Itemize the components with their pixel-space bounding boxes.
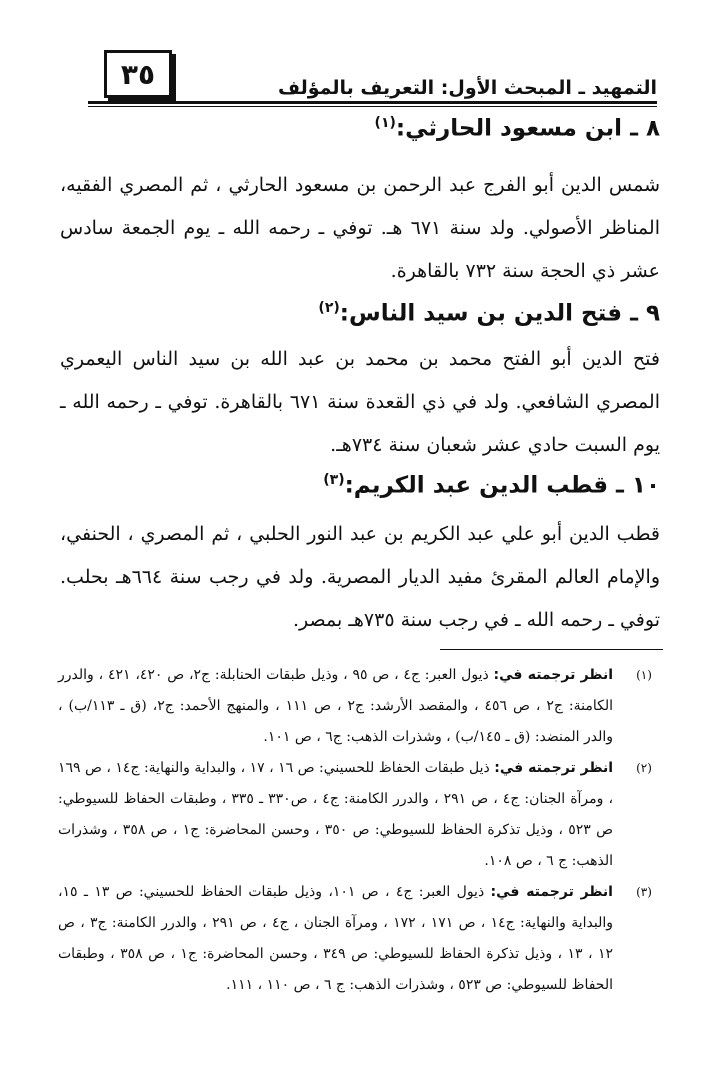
footnote-body: ذيل طبقات الحفاظ للحسيني: ص ١٦ ، ١٧ ، والبداية والنهاية: ج١٤ ، ص ١٦٩ ، ومرآة الجنان: ج٤ ، ص ٢٩١ ، والدرر الكامنة: ج٤ ، ص٣٣٠ ـ ٣٣٥ ، وطبقات الحفاظ للسيوطي: ص ٥٢٣ ، وذيل تذكرة الحفاظ للسيوطي: ص ٣٥٠ ، وحسن المحاضرة: ج١ ، ص ٣٥٨ ، وشذرات الذهب: ج ٦ ، ص ١٠٨. <box>58 760 613 869</box>
header-rule <box>88 101 657 107</box>
entry-body: قطب الدين أبو علي عبد الكريم بن عبد النور الحلبي ، ثم المصري ، الحنفي، والإمام العالم المقرئ مفيد الديار المصرية. ولد في رجب سنة ٦٦٤هـ بحلب. توفي ـ رحمه الله ـ في رجب سنة ٧٣٥هـ بمصر. <box>60 523 660 631</box>
entry-title <box>375 115 660 142</box>
entry-title <box>323 472 660 499</box>
entry-title-text: ١٠ ـ قطب الدين عبد الكريم: <box>344 472 660 499</box>
footnote <box>58 660 663 753</box>
footnote-marker: (٢) <box>636 761 652 775</box>
entry-body: شمس الدين أبو الفرج عبد الرحمن بن مسعود الحارثي ، ثم المصري الفقيه، المناظر الأصولي. ولد سنة ٦٧١ هـ. توفي ـ رحمه الله ـ يوم الجمعة سادس عشر ذي الحجة سنة ٧٣٢ بالقاهرة. <box>60 174 660 282</box>
footnote <box>58 877 663 1001</box>
footnote-lead: انظر ترجمته في: <box>493 667 613 683</box>
footnote-ref: (٣) <box>323 472 345 488</box>
page-number-text: ٣٥ <box>120 57 156 91</box>
footnote-body: ذيول العبر: ج٤ ، ص ٩٥ ، وذيل طبقات الحنابلة: ج٢، ص ٤٢٠، ٤٢١ ، والدرر الكامنة: ج٢ ، ص ٤٥٦ ، والمقصد الأرشد: ج٢ ، ص ١١١ ، والمنهج الأحمد: ج٢، (ق ـ ١١٣/ب) ، والدر المنضد: (ق ـ ١٤٥/ب) ، وشذرات الذهب: ج٦ ، ص ١٠١. <box>58 667 614 745</box>
footnote-lead: انظر ترجمته في: <box>494 760 614 776</box>
entry-body: فتح الدين أبو الفتح محمد بن محمد بن عبد الله بن سيد الناس اليعمري المصري الشافعي. ولد في ذي القعدة سنة ٦٧١ بالقاهرة. توفي ـ رحمه الله ـ يوم السبت حادي عشر شعبان سنة ٧٣٤هـ. <box>60 348 660 456</box>
entry-title-text: ٩ ـ فتح الدين بن سيد الناس: <box>339 300 660 327</box>
footnote-separator <box>440 649 663 650</box>
footnote <box>58 753 663 877</box>
footnote-ref: (١) <box>374 115 396 131</box>
page-number <box>104 50 172 98</box>
footnote-lead: انظر ترجمته في: <box>490 884 613 900</box>
entry-title <box>318 300 660 327</box>
footnotes <box>58 660 663 1001</box>
footnote-body: ذيول العبر: ج٤ ، ص ١٠١، وذيل طبقات الحفاظ للحسيني: ص ١٣ ـ ١٥، والبداية والنهاية: ج١٤ ، ص ١٧١ ، ١٧٢ ، ومرآة الجنان ، ج٤ ، ص ٢٩١ ، والدرر الكامنة: ج٣ ، ص ١٢ ، ١٣ ، وذيل تذكرة الحفاظ للسيوطي: ص ٣٤٩ ، وحسن المحاضرة: ج١ ، ص ٣٥٨ ، وطبقات الحفاظ للسيوطي: ص ٥٢٣ ، وشذرات الذهب: ج ٦ ، ص ١١٠ ، ١١١. <box>58 884 614 993</box>
footnote-text <box>58 753 613 877</box>
running-head: التمهيد ـ المبحث الأول: التعريف بالمؤلف <box>277 77 657 99</box>
footnote-marker: (١) <box>636 668 652 682</box>
footnote-ref: (٢) <box>318 300 340 316</box>
footnote-text <box>58 877 613 1001</box>
entry-title-text: ٨ ـ ابن مسعود الحارثي: <box>395 115 660 142</box>
footnote-marker: (٣) <box>636 885 652 899</box>
footnote-text <box>58 660 613 753</box>
